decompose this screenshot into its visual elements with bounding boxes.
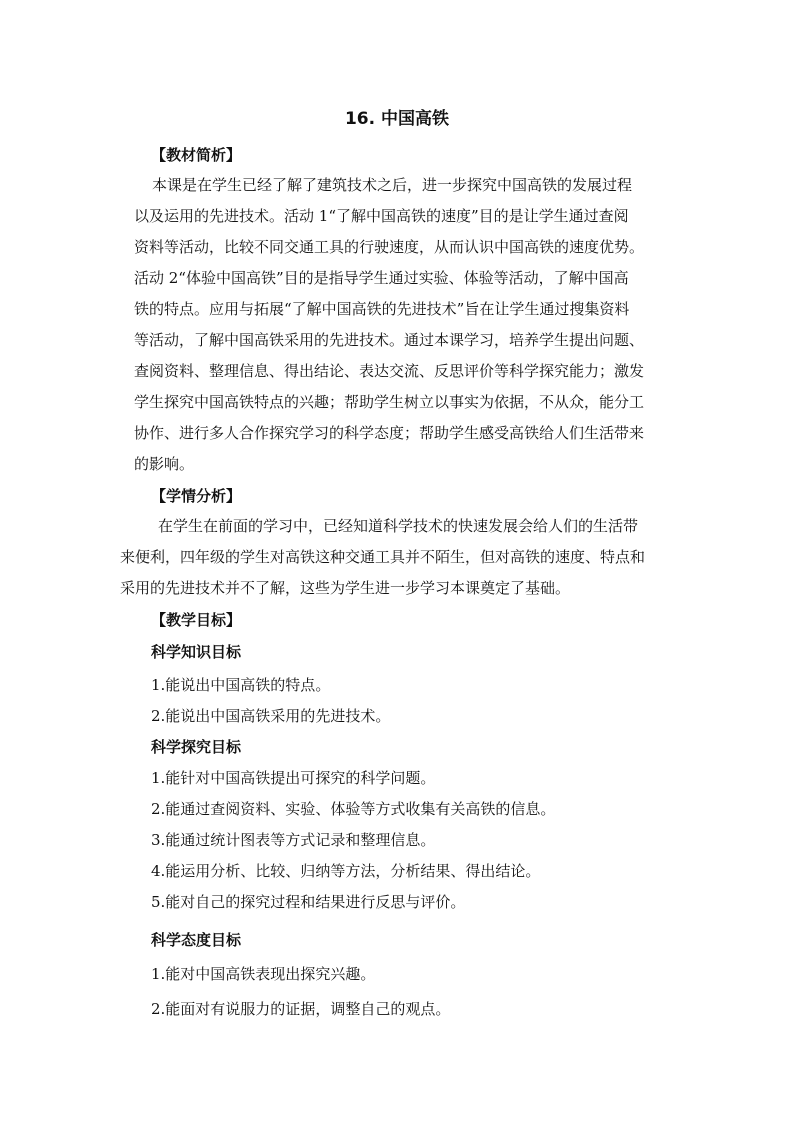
list-item: 4.能运用分析、比较、归纳等方法，分析结果、得出结论。 xyxy=(151,862,541,880)
paragraph-line: 采用的先进技术并不了解，这些为学生进一步学习本课奠定了基础。 xyxy=(120,579,571,597)
paragraph-line: 铁的特点。应用与拓展“了解中国高铁的先进技术”旨在让学生通过搜集资料 xyxy=(134,300,630,318)
subheading-attitude: 科学态度目标 xyxy=(151,931,242,949)
list-item: 2.能面对有说服力的证据，调整自己的观点。 xyxy=(151,1000,451,1018)
section-heading-textbook: 【教材简析】 xyxy=(151,146,242,164)
list-item: 5.能对自己的探究过程和结果进行反思与评价。 xyxy=(151,893,466,911)
subheading-knowledge: 科学知识目标 xyxy=(151,643,242,661)
list-item: 1.能说出中国高铁的特点。 xyxy=(151,676,331,694)
subheading-inquiry: 科学探究目标 xyxy=(151,738,242,756)
paragraph-line: 协作、进行多人合作探究学习的科学态度；帮助学生感受高铁给人们生活带来 xyxy=(134,424,645,442)
paragraph-line: 资料等活动，比较不同交通工具的行驶速度，从而认识中国高铁的速度优势。 xyxy=(134,238,645,256)
section-heading-students: 【学情分析】 xyxy=(151,487,242,505)
list-item: 2.能说出中国高铁采用的先进技术。 xyxy=(151,707,391,725)
list-item: 1.能对中国高铁表现出探究兴趣。 xyxy=(151,965,376,983)
section-heading-goals: 【教学目标】 xyxy=(151,611,242,629)
list-item: 3.能通过统计图表等方式记录和整理信息。 xyxy=(151,831,436,849)
page-title: 16. 中国高铁 xyxy=(344,109,450,129)
list-item: 1.能针对中国高铁提出可探究的科学问题。 xyxy=(151,769,436,787)
paragraph-line: 活动 2“体验中国高铁”目的是指导学生通过实验、体验等活动，了解中国高 xyxy=(134,269,629,287)
paragraph-line: 在学生在前面的学习中，已经知道科学技术的快速发展会给人们的生活带 xyxy=(158,517,639,535)
paragraph-line: 学生探究中国高铁特点的兴趣；帮助学生树立以事实为依据，不从众，能分工 xyxy=(134,393,645,411)
paragraph-line: 的影响。 xyxy=(134,455,195,473)
list-item: 2.能通过查阅资料、实验、体验等方式收集有关高铁的信息。 xyxy=(151,800,556,818)
paragraph-line: 查阅资料、整理信息、得出结论、表达交流、反思评价等科学探究能力；激发 xyxy=(134,362,645,380)
paragraph-line: 来便利，四年级的学生对高铁这种交通工具并不陌生，但对高铁的速度、特点和 xyxy=(120,548,646,566)
paragraph-line: 等活动，了解中国高铁采用的先进技术。通过本课学习，培养学生提出问题、 xyxy=(134,331,645,349)
paragraph-line: 本课是在学生已经了解了建筑技术之后，进一步探究中国高铁的发展过程 xyxy=(152,176,633,194)
paragraph-line: 以及运用的先进技术。活动 1“了解中国高铁的速度”目的是让学生通过查阅 xyxy=(134,207,629,225)
